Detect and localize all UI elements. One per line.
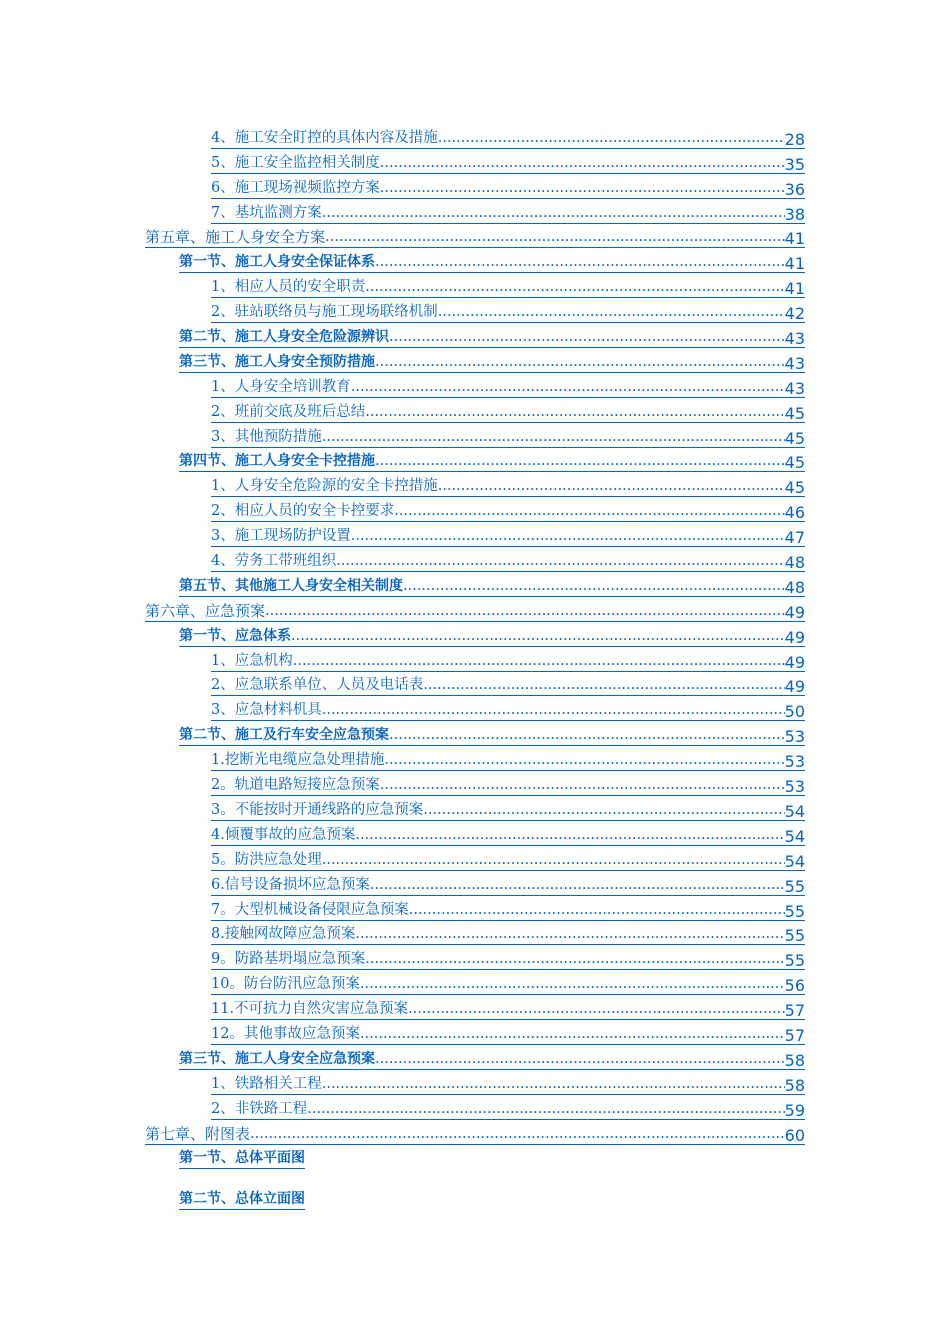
toc-page-number: 45 <box>784 428 805 448</box>
toc-dot-leader <box>293 653 785 672</box>
toc-entry-title: 第五节、其他施工人身安全相关制度 <box>179 578 403 597</box>
toc-entry[interactable] <box>0 672 805 697</box>
toc-dot-leader <box>423 677 784 696</box>
toc-entry-title: 2、相应人员的安全卡控要求 <box>211 503 394 522</box>
toc-entry-title: 第六章、应急预案 <box>145 601 266 620</box>
toc-entry-title: 5。防洪应急处理 <box>211 852 322 871</box>
toc-entry-title: 10。防台防汛应急预案 <box>211 976 360 995</box>
toc-dot-leader <box>375 354 785 373</box>
toc-dot-leader <box>409 902 785 921</box>
toc-entry-title: 1、人身安全危险源的安全卡控措施 <box>211 478 438 497</box>
toc-page-number: 53 <box>784 752 805 772</box>
toc-page-number: 43 <box>784 378 805 398</box>
toc-page-number: 49 <box>784 652 805 672</box>
toc-page-number: 58 <box>784 1075 805 1095</box>
toc-entry-title: 11.不可抗力自然灾害应急预案 <box>211 1001 408 1020</box>
toc-entry[interactable] <box>0 124 805 149</box>
toc-page-number: 53 <box>784 777 805 797</box>
toc-entry-title: 第一节、应急体系 <box>179 628 291 647</box>
toc-dot-leader <box>322 429 785 448</box>
toc-entry[interactable] <box>0 945 805 970</box>
toc-entry-title: 4、施工安全盯控的具体内容及措施 <box>211 130 438 149</box>
toc-page-number: 41 <box>784 279 805 299</box>
toc-page-number: 49 <box>784 677 805 697</box>
toc-entry[interactable] <box>0 896 805 921</box>
toc-page-number: 60 <box>784 1125 805 1145</box>
toc-page-number: 45 <box>784 478 805 498</box>
toc-entry[interactable] <box>0 871 805 896</box>
toc-page-number: 48 <box>784 553 805 573</box>
toc-dot-leader <box>351 528 785 547</box>
toc-entry-title: 2、班前交底及班后总结 <box>211 404 365 423</box>
toc-entry[interactable] <box>0 622 805 647</box>
toc-page-number: 49 <box>784 627 805 647</box>
toc-entry[interactable] <box>0 1070 805 1095</box>
toc-dot-leader <box>438 304 785 323</box>
toc-entry-title: 6.信号设备损坏应急预案 <box>211 877 370 896</box>
toc-entry-title: 第三节、施工人身安全应急预案 <box>179 1051 375 1070</box>
toc-entry[interactable] <box>0 497 805 522</box>
toc-dot-leader <box>389 727 785 746</box>
toc-entry-title: 7、基坑监测方案 <box>211 205 322 224</box>
toc-dot-leader <box>307 1101 784 1120</box>
toc-entry-title: 2、非铁路工程 <box>211 1101 307 1120</box>
toc-entry-title: 2、驻站联络员与施工现场联络机制 <box>211 304 438 323</box>
toc-dot-leader <box>438 130 785 149</box>
toc-dot-leader <box>403 578 785 597</box>
table-of-contents <box>0 124 950 1145</box>
toc-dot-leader <box>408 1001 785 1020</box>
toc-page-number: 58 <box>784 1050 805 1070</box>
toc-entry[interactable] <box>0 398 805 423</box>
toc-dot-leader <box>265 603 785 622</box>
toc-page-number: 41 <box>784 254 805 274</box>
toc-entry[interactable] <box>0 448 805 473</box>
toc-page-number: 54 <box>784 851 805 871</box>
toc-entry-title: 5、施工安全监控相关制度 <box>211 155 380 174</box>
toc-entry-title: 1、应急机构 <box>211 653 293 672</box>
toc-dot-leader <box>250 1126 785 1145</box>
toc-entry[interactable] <box>0 199 805 224</box>
toc-page-number: 36 <box>784 179 805 199</box>
toc-entry[interactable] <box>0 1120 805 1145</box>
toc-dot-leader <box>384 752 784 771</box>
toc-entry-title: 3。不能按时开通线路的应急预案 <box>211 802 423 821</box>
toc-page-number: 41 <box>784 229 805 249</box>
toc-page-number: 55 <box>784 951 805 971</box>
toc-entry[interactable] <box>0 1095 805 1120</box>
toc-entry[interactable] <box>0 572 805 597</box>
toc-entry-title: 3、应急材料机具 <box>211 702 322 721</box>
toc-dot-leader <box>322 205 785 224</box>
toc-entry-title: 第二节、施工及行车安全应急预案 <box>179 727 389 746</box>
toc-entry[interactable] <box>0 746 805 771</box>
toc-page-number: 28 <box>784 129 805 149</box>
toc-entry-title: 第二节、施工人身安全危险源辨识 <box>179 329 389 348</box>
toc-page-number: 46 <box>784 503 805 523</box>
toc-dot-leader <box>375 1051 785 1070</box>
toc-dot-leader <box>370 877 785 896</box>
toc-page-number: 55 <box>784 901 805 921</box>
toc-entry[interactable] <box>0 796 805 821</box>
toc-dot-leader <box>389 329 785 348</box>
toc-dot-leader <box>375 453 785 472</box>
toc-entry[interactable] <box>0 472 805 497</box>
toc-page-number: 57 <box>784 1001 805 1021</box>
toc-page-number: 42 <box>784 304 805 324</box>
toc-entry[interactable] <box>0 995 805 1020</box>
toc-entry[interactable] <box>0 348 805 373</box>
toc-entry-title: 3、其他预防措施 <box>211 429 322 448</box>
toc-entry-title: 12。其他事故应急预案 <box>211 1026 360 1045</box>
toc-dot-leader <box>365 951 784 970</box>
toc-entry[interactable] <box>0 522 805 547</box>
toc-entry-title: 第四节、施工人身安全卡控措施 <box>179 453 375 472</box>
toc-entry[interactable] <box>0 423 805 448</box>
toc-dot-leader <box>375 254 785 273</box>
toc-entry-title: 8.接触网故障应急预案 <box>211 926 355 945</box>
toc-dot-leader <box>394 503 784 522</box>
toc-entry[interactable] <box>0 597 805 622</box>
toc-entry-title: 1.挖断光电缆应急处理措施 <box>211 752 384 771</box>
toc-page-number: 53 <box>784 727 805 747</box>
toc-page-number: 43 <box>784 329 805 349</box>
toc-page-number: 57 <box>784 1025 805 1045</box>
toc-entry[interactable] <box>0 323 805 348</box>
toc-page-number: 49 <box>784 602 805 622</box>
toc-dot-leader <box>291 628 785 647</box>
toc-page-number: 35 <box>784 154 805 174</box>
toc-page-number: 43 <box>784 353 805 373</box>
toc-entry[interactable] <box>0 846 805 871</box>
toc-entry-title: 1、人身安全培训教育 <box>211 379 351 398</box>
toc-entry-title: 9。防路基坍塌应急预案 <box>211 951 365 970</box>
toc-dot-leader <box>365 279 784 298</box>
toc-dot-leader <box>380 155 785 174</box>
toc-dot-leader <box>325 229 785 248</box>
toc-entry[interactable] <box>0 721 805 746</box>
toc-entry-title: 3、施工现场防护设置 <box>211 528 351 547</box>
toc-page-number: 59 <box>784 1100 805 1120</box>
toc-dot-leader <box>438 478 785 497</box>
toc-page-number: 54 <box>784 801 805 821</box>
toc-page-number: 48 <box>784 577 805 597</box>
toc-dot-leader <box>322 702 785 721</box>
toc-page-number: 54 <box>784 826 805 846</box>
toc-entry[interactable] <box>0 224 805 249</box>
toc-dot-leader <box>351 379 785 398</box>
toc-dot-leader <box>365 404 784 423</box>
toc-entry[interactable] <box>0 821 805 846</box>
toc-page-number: 55 <box>784 876 805 896</box>
toc-dot-leader <box>336 553 784 572</box>
toc-link-general-plan[interactable]: 第一节、总体平面图 <box>179 1150 305 1169</box>
toc-page-number: 38 <box>784 204 805 224</box>
toc-entry-title: 2、应急联系单位、人员及电话表 <box>211 677 423 696</box>
toc-entry-title: 4、劳务工带班组织 <box>211 553 336 572</box>
toc-entry[interactable] <box>0 373 805 398</box>
toc-entry[interactable] <box>0 174 805 199</box>
toc-entry[interactable] <box>0 970 805 995</box>
toc-entry-title: 1、相应人员的安全职责 <box>211 279 365 298</box>
toc-entry-title: 1、铁路相关工程 <box>211 1076 322 1095</box>
toc-dot-leader <box>355 827 784 846</box>
toc-dot-leader <box>322 1076 785 1095</box>
toc-entry[interactable] <box>0 1020 805 1045</box>
toc-entry[interactable] <box>0 298 805 323</box>
toc-entry[interactable] <box>0 149 805 174</box>
toc-entry[interactable] <box>0 248 805 273</box>
toc-entry-title: 第一节、施工人身安全保证体系 <box>179 254 375 273</box>
toc-entry[interactable] <box>0 647 805 672</box>
toc-entry-title: 4.倾覆事故的应急预案 <box>211 827 355 846</box>
toc-entry-title: 6、施工现场视频监控方案 <box>211 180 380 199</box>
toc-entry[interactable] <box>0 273 805 298</box>
toc-dot-leader <box>380 180 785 199</box>
toc-page-number: 50 <box>784 702 805 722</box>
toc-entry[interactable] <box>0 1045 805 1070</box>
toc-dot-leader <box>360 976 785 995</box>
toc-entry-title: 2。轨道电路短接应急预案 <box>211 777 380 796</box>
toc-page-number: 45 <box>784 453 805 473</box>
toc-entry-title: 第三节、施工人身安全预防措施 <box>179 354 375 373</box>
toc-page-number: 47 <box>784 528 805 548</box>
toc-entry-title: 第七章、附图表 <box>145 1124 251 1143</box>
toc-dot-leader <box>423 802 784 821</box>
toc-dot-leader <box>380 777 785 796</box>
toc-entry[interactable] <box>0 696 805 721</box>
toc-dot-leader <box>355 926 784 945</box>
toc-entry[interactable] <box>0 547 805 572</box>
toc-page-number: 56 <box>784 976 805 996</box>
toc-page-number: 45 <box>784 403 805 423</box>
toc-link-general-elevation[interactable]: 第二节、总体立面图 <box>179 1191 305 1210</box>
toc-dot-leader <box>360 1026 785 1045</box>
toc-entry[interactable] <box>0 921 805 946</box>
toc-entry[interactable] <box>0 771 805 796</box>
toc-page-number: 55 <box>784 926 805 946</box>
toc-dot-leader <box>322 852 785 871</box>
toc-entry-title: 第五章、施工人身安全方案 <box>145 228 326 247</box>
toc-entry-title: 7。大型机械设备侵限应急预案 <box>211 902 409 921</box>
